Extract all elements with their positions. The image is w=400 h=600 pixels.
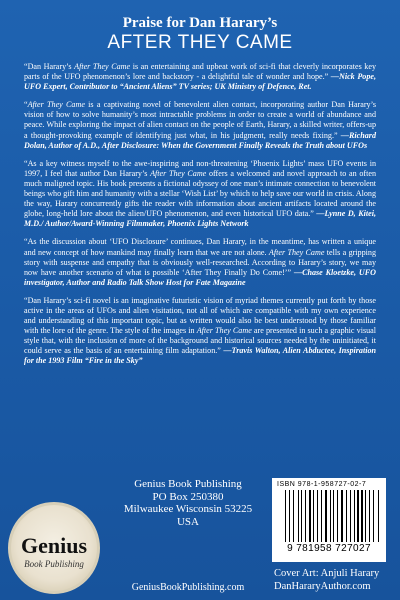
barcode-bar	[347, 490, 348, 542]
review-1: “Dan Harary’s After They Came is an entertaining and upbeat work of sci-fi that cleverly incorporates key parts of the UFO phenomenon’s lore and backstory - a delightful tale of wonder and hope.” —Nick Pope, UFO Expert, Contributor to “Ancient Aliens” TV series; UK Ministry of Defence, Ret.	[24, 62, 376, 92]
barcode-bar	[333, 490, 334, 542]
barcode-bar	[365, 490, 366, 542]
barcode-bar	[369, 490, 370, 542]
isbn-label: ISBN 978-1-958727-02-7	[277, 481, 367, 488]
barcode-bar	[315, 490, 316, 542]
barcode-bar	[361, 490, 362, 542]
barcode	[272, 478, 386, 562]
barcode-bar	[328, 490, 329, 542]
barcode-bar	[355, 490, 356, 542]
credits	[274, 567, 379, 593]
barcode-bar	[295, 490, 297, 542]
praise-heading: Praise for Dan Harary’s	[122, 15, 278, 31]
review-attribution: —Nick Pope, UFO Expert, Contributor to “Ancient Aliens” TV series; UK Ministry of Defence, Ret.	[24, 72, 376, 92]
review-5: “Dan Harary’s sci-fi novel is an imaginative futuristic vision of myriad themes currently put forth by those active in the areas of UFOs and alien visitation, not all of which are compatible with my own experience and understanding of this important topic, but as written would also be best understood by those familiar with the lore of the genre. The style of the images in After They Came are presented in such a graphic visual style that, with the inclusion of more of the background and historical sources needed by the uninitiated, it could serve as the basis of an entertaining film adaptation.” —Travis Walton, Alien Abductee, Inspiration for the 1993 Film “Fire in the Sky”	[24, 295, 376, 366]
barcode-bar	[350, 490, 351, 542]
review-attribution: —Richard Dolan, Author of A.D., After Disclosure: When the Government Finally Reveals the Truth about UFOs	[24, 130, 376, 150]
publisher-country: USA	[176, 515, 199, 528]
logo-subtitle: Book Publishing	[24, 559, 84, 569]
barcode-bar	[305, 490, 306, 542]
barcode-bar	[373, 490, 374, 542]
barcode-bar	[289, 490, 290, 542]
barcode-bar	[364, 490, 365, 542]
barcode-bar	[291, 490, 292, 542]
publisher-name: Genius Book Publishing	[134, 478, 242, 490]
barcode-bar	[285, 490, 286, 542]
barcode-bar	[330, 490, 331, 542]
publisher-po-box: PO Box 250380	[152, 490, 224, 503]
publisher-address	[114, 478, 262, 528]
barcode-bar	[351, 490, 352, 542]
logo-name: Genius	[20, 533, 88, 558]
barcode-bar	[321, 490, 322, 542]
barcode-bar	[378, 490, 379, 542]
footer	[0, 478, 400, 600]
barcode-bar	[337, 490, 338, 542]
barcode-bar	[307, 490, 308, 542]
barcode-bar	[323, 490, 324, 542]
barcode-bar	[346, 490, 347, 542]
book-title: AFTER THEY CAME	[107, 32, 293, 53]
review-2: “After They Came is a captivating novel of benevolent alien contact, incorporating author Dan Harary’s vision of how to solve humanity’s most intractable problems in order to create a world of abundance and peace. While exploring the impact of alien contact on the people of Earth, Harary, a skilled writer, offers-up a thought-provoking example of identifying just what, in his judgment, really needs fixing.” —Richard Dolan, Author of A.D., After Disclosure: When the Government Finally Reveals the Truth about UFOs	[24, 100, 376, 150]
barcode-bar	[331, 490, 332, 542]
barcode-bar	[341, 490, 343, 542]
barcode-bar	[335, 490, 336, 542]
review-attribution: —Lynne D, Kitei, M.D./ Author/Award-Winning Filmmaker, Phoenix Lights Network	[24, 209, 376, 229]
cover-art-credit: Cover Art: Anjuli Harary	[274, 568, 380, 579]
barcode-bar	[344, 490, 345, 542]
barcode-bar	[301, 490, 302, 542]
barcode-bar	[313, 490, 314, 542]
review-attribution: —Chase Kloetzke, UFO investigator, Author and Radio Talk Show Host for Fate Magazine	[24, 267, 376, 287]
author-website: DanHararyAuthor.com	[274, 581, 371, 592]
barcode-bar	[299, 490, 300, 542]
publisher-logo	[8, 502, 100, 594]
header	[24, 14, 376, 54]
barcode-bar	[312, 490, 313, 542]
barcode-bar	[319, 490, 320, 542]
barcode-bar	[354, 490, 355, 542]
barcode-bar	[357, 490, 359, 542]
barcode-bar	[339, 490, 340, 542]
barcode-bar	[360, 490, 361, 542]
barcode-bar	[309, 490, 311, 542]
barcode-bar	[367, 490, 368, 542]
barcode-bars	[285, 490, 381, 542]
barcode-bar	[371, 490, 372, 542]
review-3: “As a key witness myself to the awe-inspiring and non-threatening ‘Phoenix Lights’ mass UFO events in 1997, I feel that author Dan Harary’s After They Came offers a welcomed and novel approach to an often much maligned topic. His book presents a fictional odyssey of one man’s intimate connection to benevolent beings who gift him and humanity with a stellar ‘Wish List’ by which to help save our world in crisis. Along the way, Harary concurrently gifts the reader with information about ancient artifacts located around the globe, long-held lore about the alien/UFO phenomenon, and even historical UFO data.” —Lynne D, Kitei, M.D./ Author/Award-Winning Filmmaker, Phoenix Lights Network	[24, 158, 376, 229]
review-4: “As the discussion about ‘UFO Disclosure’ continues, Dan Harary, in the meantime, has written a unique and new concept of how mankind may finally learn that we are not alone. After They Came tells a gripping story with suspense and empathy that is obviously well-researched. According to Harary’s story, we may now have another scenario of what is possible ‘After They Finally Do Come!’” —Chase Kloetzke, UFO investigator, Author and Radio Talk Show Host for Fate Magazine	[24, 237, 376, 287]
barcode-number: 9 781958 727027	[287, 543, 371, 554]
publisher-city: Milwaukee Wisconsin 53225	[123, 503, 253, 515]
barcode-bar	[380, 490, 381, 542]
barcode-bar	[325, 490, 327, 542]
barcode-bar	[293, 490, 294, 542]
barcode-bar	[298, 490, 299, 542]
barcode-bar	[375, 490, 377, 542]
barcode-bar	[287, 490, 288, 542]
barcode-bar	[303, 490, 304, 542]
review-attribution: —Travis Walton, Alien Abductee, Inspiration for the 1993 Film “Fire in the Sky”	[24, 346, 376, 366]
barcode-bar	[317, 490, 318, 542]
publisher-website: GeniusBookPublishing.com	[131, 582, 245, 593]
